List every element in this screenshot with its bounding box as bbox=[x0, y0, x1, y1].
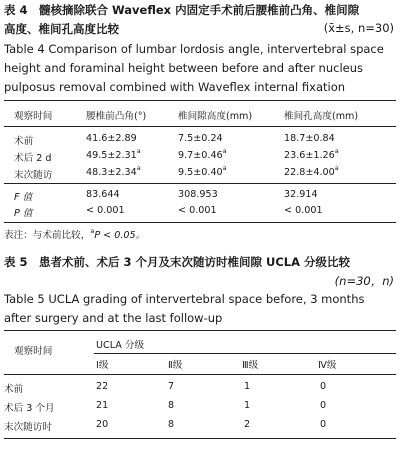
table4-header-lordosis: 腰椎前凸角(°) bbox=[86, 111, 147, 122]
table5-row-label: 术后 3 个月 bbox=[4, 403, 55, 414]
table4-title-en-line2: height and foraminal height between before and after nucleus bbox=[4, 61, 364, 75]
table4-header-rule bbox=[4, 126, 396, 127]
table4-cell: 48.3±2.34$^a$ bbox=[86, 164, 141, 178]
table4-row-label: 术前 bbox=[14, 136, 34, 147]
table4-f-value: 308.953 bbox=[178, 189, 218, 200]
table4-row-label: 末次随访 bbox=[14, 170, 53, 181]
table4-bottom-rule bbox=[4, 222, 396, 223]
table4-cell: 9.7±0.46$^a$ bbox=[178, 147, 227, 161]
table5-cell: 1 bbox=[244, 400, 251, 411]
table4-title-en-line3: pulposus removal combined with Waveflex internal fixation bbox=[4, 80, 346, 94]
table5-cell: 20 bbox=[96, 419, 109, 430]
table5-row-label: 末次随访时 bbox=[4, 422, 52, 433]
table4-p-value: < 0.001 bbox=[86, 205, 125, 216]
table5-title-cn: 表 5 患者术前、术后 3 个月及末次随访时椎间隙 UCLA 分级比较 bbox=[4, 255, 351, 269]
table5-cell: 0 bbox=[320, 400, 327, 411]
table4-header-time: 观察时间 bbox=[14, 111, 53, 122]
table5-header-rule bbox=[4, 374, 396, 375]
table5-cell: 7 bbox=[168, 381, 175, 392]
table5-grade-3: Ⅲ级 bbox=[242, 360, 259, 371]
table5-grade-2: Ⅱ级 bbox=[168, 360, 183, 371]
table5-title-en-line1: Table 5 UCLA grading of intervertebral space before, 3 months bbox=[4, 292, 365, 306]
table5-title-en-line2: after surgery and at the last follow-up bbox=[4, 311, 223, 325]
table4-f-value: 83.644 bbox=[86, 189, 120, 200]
table5-cell: 0 bbox=[320, 419, 327, 430]
table4-p-value: < 0.001 bbox=[284, 205, 323, 216]
table4-cell: 9.5±0.40$^a$ bbox=[178, 164, 227, 178]
table5-header-group: UCLA 分级 bbox=[96, 340, 145, 351]
table4-cell: 18.7±0.84 bbox=[284, 133, 335, 144]
table5-title-stat: (n=30，n) bbox=[334, 274, 394, 288]
table4-title-cn-line2: 高度、椎间孔高度比较 bbox=[4, 22, 119, 36]
table5-row-label: 术前 bbox=[4, 384, 24, 395]
table4-row-label: 术后 2 d bbox=[14, 153, 52, 164]
table4-p-label: P 值 bbox=[14, 208, 33, 219]
table4-f-value: 32.914 bbox=[284, 189, 318, 200]
table5-cell: 8 bbox=[168, 419, 175, 430]
table5-cell: 2 bbox=[244, 419, 251, 430]
table4-cell: 7.5±0.24 bbox=[178, 133, 223, 144]
table5-cell: 0 bbox=[320, 381, 327, 392]
table4-note: 表注：与术前比较，$^a$P < 0.05。 bbox=[4, 227, 146, 241]
table5-bottom-rule bbox=[4, 438, 396, 439]
table4-stats-rule bbox=[4, 183, 396, 184]
table4-cell: 41.6±2.89 bbox=[86, 133, 137, 144]
table4-title-stat: (x̄±s, n=30) bbox=[323, 21, 394, 35]
table5-top-rule bbox=[4, 330, 396, 331]
table4-title-en-line1: Table 4 Comparison of lumbar lordosis angle, intervertebral space bbox=[4, 42, 384, 56]
table4-p-value: < 0.001 bbox=[178, 205, 217, 216]
table4-header-foramen-height: 椎间孔高度(mm) bbox=[284, 111, 359, 122]
table5-grade-4: Ⅳ级 bbox=[318, 360, 337, 371]
table5-cell: 1 bbox=[244, 381, 251, 392]
table5-cell: 22 bbox=[96, 381, 109, 392]
table5-group-rule bbox=[94, 353, 396, 354]
table5-cell: 8 bbox=[168, 400, 175, 411]
table5-grade-1: Ⅰ级 bbox=[96, 360, 109, 371]
table5-header-time: 观察时间 bbox=[14, 346, 53, 357]
table4-top-rule bbox=[4, 100, 396, 101]
table4-cell: 22.8±4.00$^a$ bbox=[284, 164, 339, 178]
table4-header-space-height: 椎间隙高度(mm) bbox=[178, 111, 253, 122]
table4-cell: 23.6±1.26$^a$ bbox=[284, 147, 339, 161]
table4-title-cn-line1: 表 4 髓核摘除联合 Waveflex 内固定手术前后腰椎前凸角、椎间隙 bbox=[4, 3, 360, 17]
table4-f-label: F 值 bbox=[14, 192, 33, 203]
table5-cell: 21 bbox=[96, 400, 109, 411]
table4-cell: 49.5±2.31$^a$ bbox=[86, 147, 141, 161]
